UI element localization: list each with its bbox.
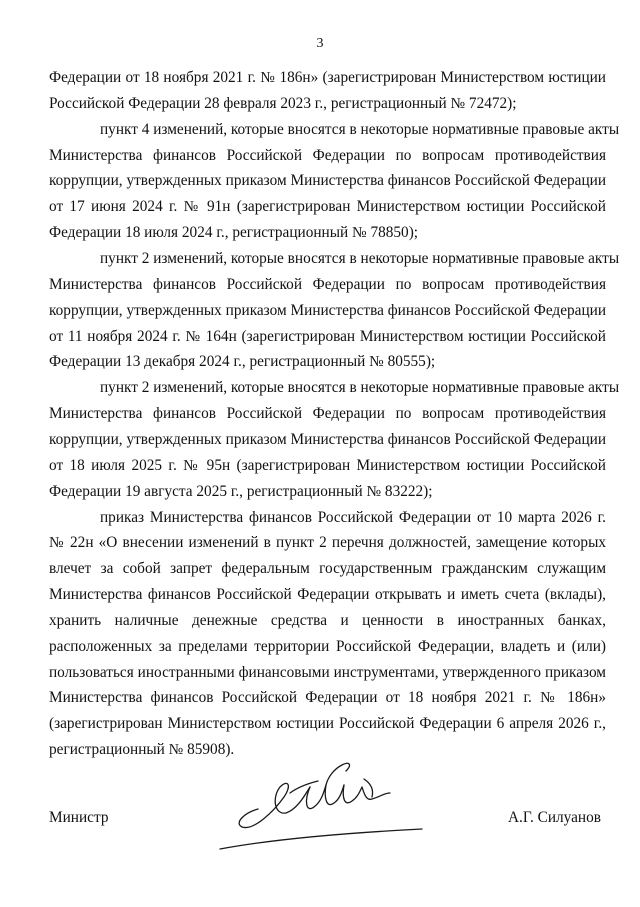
signatory-title: Министр	[49, 809, 109, 826]
paragraph-5-line: хранить наличные денежные средства и ценности в иностранных банках,	[49, 611, 606, 629]
paragraph-2-line: Министерства финансов Российской Федерации по вопросам противодействия	[49, 146, 606, 164]
paragraph-4-line: пункт 2 изменений, которые вносятся в некоторые нормативные правовые акты	[100, 379, 620, 397]
paragraph-5-line: Министерства финансов Российской Федерации открывать и иметь счета (вклады),	[49, 586, 606, 603]
paragraph-5-line: (зарегистрирован Министерством юстиции Российской Федерации 6 апреля 2026 г.,	[49, 715, 606, 733]
signatory-name: А.Г. Силуанов	[508, 809, 601, 826]
paragraph-3-line: коррупции, утвержденных приказом Министерства финансов Российской Федерации	[49, 301, 606, 319]
paragraph-1-line: Российской Федерации 28 февраля 2023 г., регистрационный № 72472);	[49, 94, 517, 112]
paragraph-1-line: Федерации от 18 ноября 2021 г. № 186н» (зарегистрирован Министерством юстиции	[49, 69, 606, 86]
paragraph-5-line: пользоваться иностранными финансовыми инструментами, утвержденного приказом	[49, 663, 606, 681]
page-number: 3	[316, 36, 324, 51]
handwritten-signature	[214, 757, 436, 861]
paragraph-3-line: Федерации 13 декабря 2024 г., регистрационный № 80555);	[49, 353, 436, 371]
paragraph-4-line: коррупции, утвержденных приказом Министерства финансов Российской Федерации	[49, 430, 606, 448]
paragraph-3-line: от 11 ноября 2024 г. № 164н (зарегистрирован Министерством юстиции Российской	[49, 327, 606, 345]
paragraph-3-line: пункт 2 изменений, которые вносятся в некоторые нормативные правовые акты	[100, 250, 620, 267]
paragraph-5-line: № 22н «О внесении изменений в пункт 2 перечня должностей, замещение которых	[49, 534, 606, 552]
paragraph-5-line: влечет за собой запрет федеральным государственным гражданским служащим	[49, 560, 606, 578]
paragraph-5-line: расположенных за пределами территории Российской Федерации, владеть и (или)	[49, 637, 606, 655]
paragraph-5-line: Министерства финансов Российской Федерации от 18 ноября 2021 г. № 186н»	[49, 689, 606, 707]
paragraph-5-line: приказ Министерства финансов Российской Федерации от 10 марта 2026 г.	[100, 508, 606, 526]
paragraph-2-line: от 17 июня 2024 г. № 91н (зарегистрирован Министерством юстиции Российской	[49, 198, 606, 216]
paragraph-3-line: Министерства финансов Российской Федерации по вопросам противодействия	[49, 275, 606, 293]
paragraph-2-line: пункт 4 изменений, которые вносятся в некоторые нормативные правовые акты	[100, 120, 620, 138]
paragraph-4-line: Министерства финансов Российской Федерации по вопросам противодействия	[49, 405, 606, 423]
paragraph-4-line: Федерации 19 августа 2025 г., регистрационный № 83222);	[49, 482, 433, 500]
paragraph-5-line: регистрационный № 85908).	[49, 741, 235, 759]
paragraph-2-line: коррупции, утвержденных приказом Министерства финансов Российской Федерации	[49, 172, 606, 190]
paragraph-2-line: Федерации 18 июля 2024 г., регистрационный № 78850);	[49, 224, 419, 242]
paragraph-4-line: от 18 июля 2025 г. № 95н (зарегистрирован Министерством юстиции Российской	[49, 456, 606, 474]
